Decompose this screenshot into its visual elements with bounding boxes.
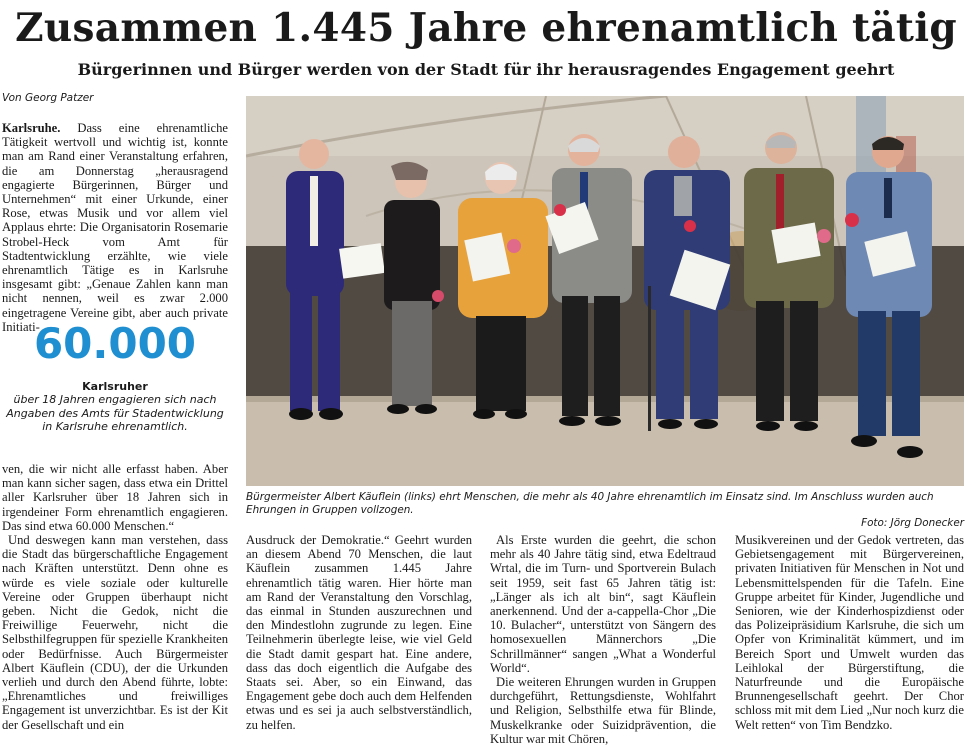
article-column-2 [246,533,472,732]
article-column-4 [735,533,964,732]
photo-credit: Foto: Jörg Donecker [861,517,964,529]
byline: Von Georg Patzer [2,92,94,104]
article-column-1-top [2,121,228,334]
paragraph: Und deswegen kann man verstehen, dass die Stadt das bürgerschaftliche Engagement nach Kräften unterstützt. Denn ohne es würde es viele soziale oder kulturelle Vereine oder Gruppen überhaupt nicht geben. Nicht die Gedok, nicht die Freiwillige Feuerwehr, nicht die Selbsthilfegruppen für spezielle Krankheiten oder Bedürfnisse. Auch Bürgermeister Albert Käuflein (CDU), der die Urkunden verlieh und durch den Abend führte, lobte: „Ehrenamtliches und freiwilliges Engagement ist unverzichtbar. Es ist der Kit der Gesellschaft und ein [2,533,228,732]
stat-label: Karlsruher [82,380,148,393]
article-photo [246,96,964,486]
photo-caption [246,491,964,530]
paragraph: Als Erste wurden die geehrt, die schon mehr als 40 Jahre tätig sind, etwa Edeltraud Wrtal, die im Turn- und Sportverein Bulach seit 1959, seit fast 65 Jahren tätig ist: „Länger als ich alt bin“, sagt Käuflein anerkennend. Und der a-cappella-Chor „Die 10. Bulacher“, unterstützt von Sängern des homosexuellen Männerchors „Die Schrillmänner“ sangen „What a Wonderful World“. [490,533,716,675]
caption-text: Bürgermeister Albert Käuflein (links) ehrt Menschen, die mehr als 40 Jahre ehrenamtlich im Einsatz sind. Im Anschluss wurden auch Ehrungen in Gruppen vollzogen. [246,491,934,516]
stat-number: 60.000 [33,319,197,368]
headline: Zusammen 1.445 Jahre ehrenamtlich tätig [15,5,957,51]
stat-text: über 18 Jahren engagieren sich nach Angaben des Amts für Stadentwicklung in Karlsruhe ehrenamtlich. [6,393,224,433]
paragraph: Musikvereinen und der Gedok vertreten, das Gebietsengagement mit Bürgervereinen, privaten Initiativen für Menschen in Not und Lebensmittelspenden für die Tafeln. Eine Gruppe arbeitet für Kinder, Jugendliche und Senioren, wie der Kinderhospizdienst oder das Polizeipräsidium Karlsruhe, die sich um Opfer von Kriminalität kümmert, und im Bereich Sport und Umwelt wurden das Leihlokal der Bürgerstiftung, die Naturfreunde und die Europäische Brunnengesellschaft geehrt. Der Chor schloss mit mit dem Lied „Nur noch kurz die Welt retten“ von Tim Bendzko. [735,533,964,732]
paragraph: ven, die wir nicht alle erfasst haben. Aber man kann sicher sagen, dass etwa ein Drittel aller Karlsruher über 18 Jahren sich in irgendeiner Form ehrenamtlich engagieren. Das sind etwa 60.000 Menschen.“ [2,462,228,533]
photo-illustration [246,96,964,486]
subheadline: Bürgerinnen und Bürger werden von der Stadt für ihr herausragendes Engagement geehrt [77,60,895,79]
dateline: Karlsruhe. [2,121,61,135]
stat-box [2,318,228,434]
article-column-3 [490,533,716,746]
article-column-1-bottom [2,462,228,732]
paragraph-intro: Dass eine ehrenamtliche Tätigkeit wertvoll und wichtig ist, konnte man am Rand einer Veranstaltung erfahren, die am Donnerstag „herausragend engagierte Bürgerinnen, Bürger und Unternehmen“ mit einer Urkunde, einer Rose, etwas Musik und vor allem viel Applaus ehrte: Die Organisatorin Rosemarie Strobel-Heck vom Amt für Stadtentwicklung erzählte, wie viele ehrenamtlich Tätige es in Karlsruhe insgesamt gibt: „Genaue Zahlen kann man nicht nennen, weil es zwar 2.000 eingetragene Vereine gibt, aber auch private Initiati- [2,121,228,334]
paragraph: Die weiteren Ehrungen wurden in Gruppen durchgeführt, Rettungsdienste, Wohlfahrt und Religion, Selbsthilfe etwa für Blinde, Muskelkranke oder Suizidprävention, die Kultur war mit Chören, [490,675,716,746]
paragraph: Ausdruck der Demokratie.“ Geehrt wurden an diesem Abend 70 Menschen, die laut Käuflein zusammen 1.445 Jahre ehrenamtlich tätig waren. Hier hörte man am Rand der Veranstaltung den Vorschlag, das einmal in Stunden auszurechnen und den Mindestlohn zugrunde zu legen. Eine Teilnehmerin überlegte leise, wie viel Geld die Stadt damit gespart hat. Eine andere, dass das doch eigentlich die Aufgabe des Staats sei. Aber, so ein Einwand, das Engagement gebe doch auch dem Helfenden etwas und es sei ja auch selbstverständlich, zu helfen. [246,533,472,732]
